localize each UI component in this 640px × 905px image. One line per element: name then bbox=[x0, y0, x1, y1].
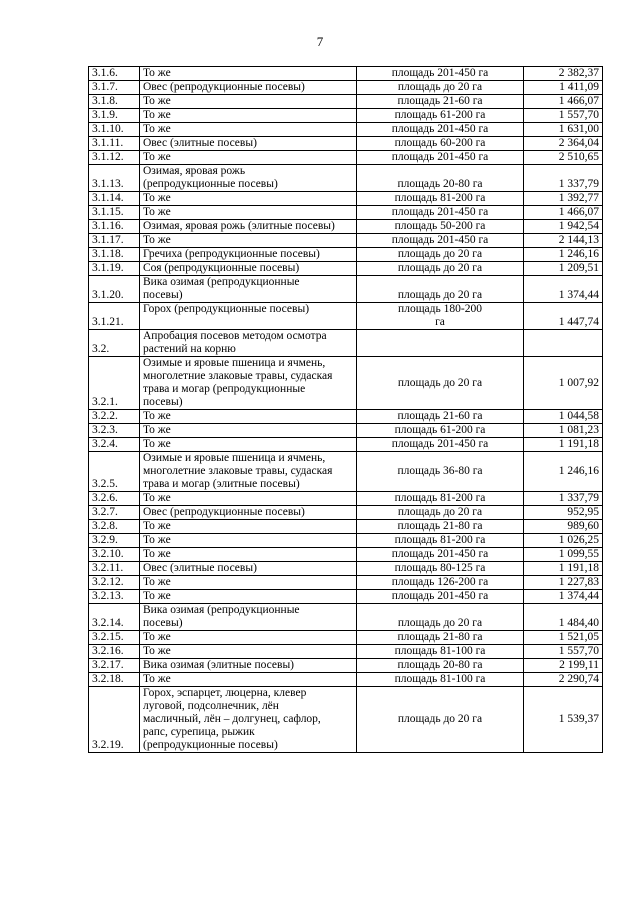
row-name-line: То же bbox=[143, 438, 171, 450]
row-number: 3.2.10. bbox=[89, 548, 140, 562]
row-area-line: площадь 81-200 га bbox=[394, 192, 486, 204]
row-name bbox=[140, 303, 357, 330]
row-name-line: (репродукционные посевы) bbox=[143, 739, 278, 751]
row-name bbox=[140, 357, 357, 410]
row-area-line: га bbox=[435, 316, 445, 328]
row-name-line: То же bbox=[143, 548, 171, 560]
row-number: 3.2.4. bbox=[89, 438, 140, 452]
row-area-line: площадь 81-200 га bbox=[394, 492, 486, 504]
table-row bbox=[89, 248, 603, 262]
row-name bbox=[140, 137, 357, 151]
row-area-line: площадь 201-450 га bbox=[391, 548, 489, 560]
table-row bbox=[89, 659, 603, 673]
row-name-line: Горох (репродукционные посевы) bbox=[143, 303, 310, 315]
row-price: 1 099,55 bbox=[524, 548, 603, 562]
row-area bbox=[357, 410, 524, 424]
row-name-line: растений на корню bbox=[143, 343, 236, 355]
table-row bbox=[89, 590, 603, 604]
row-name bbox=[140, 659, 357, 673]
row-area-line: площадь 50-200 га bbox=[394, 220, 486, 232]
row-price: 2 364,04 bbox=[524, 137, 603, 151]
table-row bbox=[89, 562, 603, 576]
row-price: 952,95 bbox=[524, 506, 603, 520]
row-area bbox=[357, 452, 524, 492]
row-price: 1 209,51 bbox=[524, 262, 603, 276]
row-name-line: Овес (репродукционные посевы) bbox=[143, 506, 305, 518]
row-area bbox=[357, 357, 524, 410]
row-name bbox=[140, 520, 357, 534]
row-price: 1 044,58 bbox=[524, 410, 603, 424]
row-area bbox=[357, 220, 524, 234]
row-area bbox=[357, 520, 524, 534]
row-area bbox=[357, 151, 524, 165]
row-price: 2 144,13 bbox=[524, 234, 603, 248]
row-price: 1 227,83 bbox=[524, 576, 603, 590]
row-number: 3.1.9. bbox=[89, 109, 140, 123]
row-area bbox=[357, 590, 524, 604]
row-name-line: То же bbox=[143, 206, 171, 218]
row-area-line: площадь 201-450 га bbox=[391, 123, 489, 135]
row-number: 3.1.15. bbox=[89, 206, 140, 220]
row-name-line: Гречиха (репродукционные посевы) bbox=[143, 248, 320, 260]
row-name-line: масличный, лён – долгунец, сафлор, bbox=[143, 713, 321, 725]
row-number: 3.1.16. bbox=[89, 220, 140, 234]
row-area-line: площадь до 20 га bbox=[397, 81, 483, 93]
row-area-line: площадь 201-450 га bbox=[391, 234, 489, 246]
row-number: 3.2.14. bbox=[89, 604, 140, 631]
row-area bbox=[357, 137, 524, 151]
row-price: 1 411,09 bbox=[524, 81, 603, 95]
row-area-line: площадь 126-200 га bbox=[391, 576, 489, 588]
row-number: 3.2.16. bbox=[89, 645, 140, 659]
row-name-line: Озимая, яровая рожь (элитные посевы) bbox=[143, 220, 335, 232]
row-name bbox=[140, 438, 357, 452]
row-name-line: луговой, подсолнечник, лён bbox=[143, 700, 279, 712]
row-name-line: Вика озимая (элитные посевы) bbox=[143, 659, 294, 671]
row-name-line: Озимые и яровые пшеница и ячмень, bbox=[143, 452, 326, 464]
row-name-line: То же bbox=[143, 631, 171, 643]
row-area-line: площадь 21-60 га bbox=[397, 410, 483, 422]
row-name-line: То же bbox=[143, 590, 171, 602]
table-row bbox=[89, 357, 603, 410]
row-name-line: трава и могар (элитные посевы) bbox=[143, 478, 300, 490]
table-row bbox=[89, 438, 603, 452]
table-row bbox=[89, 303, 603, 330]
row-number: 3.1.13. bbox=[89, 165, 140, 192]
tariff-table-body bbox=[89, 67, 603, 753]
row-area-line: площадь до 20 га bbox=[397, 248, 483, 260]
row-number: 3.2.6. bbox=[89, 492, 140, 506]
row-price: 1 026,25 bbox=[524, 534, 603, 548]
table-row bbox=[89, 220, 603, 234]
row-name-line: многолетние злаковые травы, судаская bbox=[143, 370, 333, 382]
row-name bbox=[140, 604, 357, 631]
row-number: 3.1.17. bbox=[89, 234, 140, 248]
row-area-line: площадь 201-450 га bbox=[391, 67, 489, 79]
row-number: 3.1.7. bbox=[89, 81, 140, 95]
row-area bbox=[357, 123, 524, 137]
row-name bbox=[140, 410, 357, 424]
table-row bbox=[89, 687, 603, 753]
row-area bbox=[357, 673, 524, 687]
row-price: 1 942,54 bbox=[524, 220, 603, 234]
row-area-line: площадь 201-450 га bbox=[391, 206, 489, 218]
row-area bbox=[357, 95, 524, 109]
table-row bbox=[89, 548, 603, 562]
table-row bbox=[89, 109, 603, 123]
row-price: 989,60 bbox=[524, 520, 603, 534]
row-area-line: площадь 36-80 га bbox=[397, 465, 483, 477]
row-name-line: Вика озимая (репродукционные bbox=[143, 604, 300, 616]
row-number: 3.1.19. bbox=[89, 262, 140, 276]
row-name-line: Озимые и яровые пшеница и ячмень, bbox=[143, 357, 326, 369]
row-name-line: То же bbox=[143, 576, 171, 588]
table-row bbox=[89, 206, 603, 220]
row-number: 3.1.20. bbox=[89, 276, 140, 303]
row-price: 1 447,74 bbox=[524, 303, 603, 330]
row-name bbox=[140, 631, 357, 645]
row-number: 3.1.14. bbox=[89, 192, 140, 206]
table-row bbox=[89, 604, 603, 631]
row-number: 3.2.11. bbox=[89, 562, 140, 576]
row-area bbox=[357, 548, 524, 562]
table-row bbox=[89, 673, 603, 687]
row-price: 1 466,07 bbox=[524, 95, 603, 109]
row-name bbox=[140, 534, 357, 548]
row-name-line: То же bbox=[143, 492, 171, 504]
row-price: 1 631,00 bbox=[524, 123, 603, 137]
row-name bbox=[140, 645, 357, 659]
row-name-line: Овес (элитные посевы) bbox=[143, 562, 257, 574]
row-area-line: площадь 60-200 га bbox=[394, 137, 486, 149]
row-name-line: посевы) bbox=[143, 289, 183, 301]
row-area bbox=[357, 631, 524, 645]
row-price: 1 337,79 bbox=[524, 165, 603, 192]
row-area bbox=[357, 576, 524, 590]
row-price: 1 374,44 bbox=[524, 590, 603, 604]
row-number: 3.1.12. bbox=[89, 151, 140, 165]
table-row bbox=[89, 81, 603, 95]
row-area-line: площадь 201-450 га bbox=[391, 151, 489, 163]
row-name bbox=[140, 248, 357, 262]
row-area-line: площадь до 20 га bbox=[397, 713, 483, 725]
row-name-line: рапс, сурепица, рыжик bbox=[143, 726, 255, 738]
row-price: 1 246,16 bbox=[524, 452, 603, 492]
table-row bbox=[89, 520, 603, 534]
row-number: 3.1.21. bbox=[89, 303, 140, 330]
row-number: 3.2.18. bbox=[89, 673, 140, 687]
row-name-line: (репродукционные посевы) bbox=[143, 178, 278, 190]
row-area bbox=[357, 303, 524, 330]
table-row bbox=[89, 234, 603, 248]
table-row bbox=[89, 645, 603, 659]
row-name-line: То же bbox=[143, 520, 171, 532]
row-area-line: площадь 61-200 га bbox=[394, 424, 486, 436]
row-name bbox=[140, 220, 357, 234]
row-number: 3.1.10. bbox=[89, 123, 140, 137]
row-name bbox=[140, 276, 357, 303]
row-area-line: площадь 20-80 га bbox=[397, 659, 483, 671]
table-row bbox=[89, 151, 603, 165]
row-number: 3.1.6. bbox=[89, 67, 140, 81]
row-name bbox=[140, 95, 357, 109]
row-area-line: площадь 81-100 га bbox=[394, 673, 486, 685]
row-price bbox=[524, 330, 603, 357]
table-row bbox=[89, 576, 603, 590]
row-number: 3.1.11. bbox=[89, 137, 140, 151]
row-number: 3.2.2. bbox=[89, 410, 140, 424]
row-price: 2 290,74 bbox=[524, 673, 603, 687]
row-name-line: Овес (элитные посевы) bbox=[143, 137, 257, 149]
row-number: 3.2.3. bbox=[89, 424, 140, 438]
row-price: 1 466,07 bbox=[524, 206, 603, 220]
row-area-line: площадь 61-200 га bbox=[394, 109, 486, 121]
row-name-line: То же bbox=[143, 123, 171, 135]
row-area bbox=[357, 604, 524, 631]
row-number: 3.2.15. bbox=[89, 631, 140, 645]
row-name bbox=[140, 165, 357, 192]
table-row bbox=[89, 67, 603, 81]
row-number: 3.1.18. bbox=[89, 248, 140, 262]
row-name-line: То же bbox=[143, 192, 171, 204]
table-row bbox=[89, 492, 603, 506]
row-name-line: То же bbox=[143, 109, 171, 121]
row-area bbox=[357, 192, 524, 206]
row-area bbox=[357, 562, 524, 576]
row-number: 3.2.12. bbox=[89, 576, 140, 590]
table-row bbox=[89, 452, 603, 492]
row-name-line: То же bbox=[143, 534, 171, 546]
row-area bbox=[357, 206, 524, 220]
row-number: 3.2.13. bbox=[89, 590, 140, 604]
row-name-line: трава и могар (репродукционные bbox=[143, 383, 306, 395]
row-name-line: То же bbox=[143, 673, 171, 685]
row-number: 3.2.17. bbox=[89, 659, 140, 673]
row-area-line: площадь 20-80 га bbox=[397, 178, 483, 190]
row-name-line: То же bbox=[143, 234, 171, 246]
table-row bbox=[89, 506, 603, 520]
row-name bbox=[140, 424, 357, 438]
row-area bbox=[357, 234, 524, 248]
row-price: 1 246,16 bbox=[524, 248, 603, 262]
row-price: 2 199,11 bbox=[524, 659, 603, 673]
row-area bbox=[357, 438, 524, 452]
row-name bbox=[140, 673, 357, 687]
row-name bbox=[140, 67, 357, 81]
row-area bbox=[357, 659, 524, 673]
row-name-line: То же bbox=[143, 410, 171, 422]
row-price: 1 539,37 bbox=[524, 687, 603, 753]
row-price: 2 382,37 bbox=[524, 67, 603, 81]
row-price: 1 484,40 bbox=[524, 604, 603, 631]
row-name-line: Овес (репродукционные посевы) bbox=[143, 81, 305, 93]
row-area-line: площадь 80-125 га bbox=[394, 562, 486, 574]
row-name bbox=[140, 151, 357, 165]
row-price: 2 510,65 bbox=[524, 151, 603, 165]
row-price: 1 557,70 bbox=[524, 109, 603, 123]
row-area-line: площадь 21-60 га bbox=[397, 95, 483, 107]
table-row bbox=[89, 137, 603, 151]
row-name bbox=[140, 81, 357, 95]
table-row bbox=[89, 424, 603, 438]
row-area-line: площадь 21-80 га bbox=[397, 631, 483, 643]
row-area bbox=[357, 262, 524, 276]
row-price: 1 374,44 bbox=[524, 276, 603, 303]
row-area-line: площадь до 20 га bbox=[397, 262, 483, 274]
row-name-line: Апробация посевов методом осмотра bbox=[143, 330, 327, 342]
row-area bbox=[357, 330, 524, 357]
row-area-line: площадь 201-450 га bbox=[391, 590, 489, 602]
row-name bbox=[140, 590, 357, 604]
table-row bbox=[89, 262, 603, 276]
row-name-line: Соя (репродукционные посевы) bbox=[143, 262, 300, 274]
row-number: 3.1.8. bbox=[89, 95, 140, 109]
row-price: 1 557,70 bbox=[524, 645, 603, 659]
row-name bbox=[140, 576, 357, 590]
row-name-line: То же bbox=[143, 67, 171, 79]
row-name bbox=[140, 687, 357, 753]
row-name bbox=[140, 192, 357, 206]
row-area bbox=[357, 165, 524, 192]
row-name bbox=[140, 548, 357, 562]
row-area-line: площадь до 20 га bbox=[397, 506, 483, 518]
row-area bbox=[357, 248, 524, 262]
row-area bbox=[357, 276, 524, 303]
row-name-line: То же bbox=[143, 151, 171, 163]
row-price: 1 191,18 bbox=[524, 438, 603, 452]
row-number: 3.2.19. bbox=[89, 687, 140, 753]
row-name-line: посевы) bbox=[143, 617, 183, 629]
table-row bbox=[89, 410, 603, 424]
row-area-line: площадь до 20 га bbox=[397, 617, 483, 629]
row-name-line: многолетние злаковые травы, судаская bbox=[143, 465, 333, 477]
table-row bbox=[89, 95, 603, 109]
row-area bbox=[357, 67, 524, 81]
row-name bbox=[140, 109, 357, 123]
row-area-line: площадь 180-200 bbox=[398, 303, 482, 315]
row-name-line: То же bbox=[143, 645, 171, 657]
row-area-line: площадь 81-100 га bbox=[394, 645, 486, 657]
row-name bbox=[140, 562, 357, 576]
row-name bbox=[140, 506, 357, 520]
table-row bbox=[89, 192, 603, 206]
row-area-line: площадь 21-80 га bbox=[397, 520, 483, 532]
row-number: 3.2.5. bbox=[89, 452, 140, 492]
tariff-table bbox=[88, 66, 603, 753]
row-name bbox=[140, 492, 357, 506]
row-area bbox=[357, 687, 524, 753]
row-area-line: площадь 81-200 га bbox=[394, 534, 486, 546]
row-area-line: площадь до 20 га bbox=[397, 376, 483, 389]
table-row bbox=[89, 631, 603, 645]
row-price: 1 007,92 bbox=[524, 357, 603, 410]
row-name-line: То же bbox=[143, 424, 171, 436]
row-area bbox=[357, 492, 524, 506]
row-area-line: площадь до 20 га bbox=[397, 289, 483, 301]
row-number: 3.2. bbox=[89, 330, 140, 357]
row-area bbox=[357, 534, 524, 548]
row-name bbox=[140, 262, 357, 276]
table-row bbox=[89, 165, 603, 192]
row-name bbox=[140, 330, 357, 357]
row-price: 1 337,79 bbox=[524, 492, 603, 506]
row-price: 1 392,77 bbox=[524, 192, 603, 206]
table-row bbox=[89, 330, 603, 357]
row-name-line: Горох, эспарцет, люцерна, клевер bbox=[143, 687, 307, 699]
row-area bbox=[357, 645, 524, 659]
row-price: 1 191,18 bbox=[524, 562, 603, 576]
row-area bbox=[357, 424, 524, 438]
table-row bbox=[89, 534, 603, 548]
row-name bbox=[140, 123, 357, 137]
row-name-line: То же bbox=[143, 95, 171, 107]
row-area bbox=[357, 506, 524, 520]
row-name-line: Вика озимая (репродукционные bbox=[143, 276, 300, 288]
row-number: 3.2.8. bbox=[89, 520, 140, 534]
page-number: 7 bbox=[316, 34, 324, 49]
row-name bbox=[140, 452, 357, 492]
table-row bbox=[89, 276, 603, 303]
table-row bbox=[89, 123, 603, 137]
row-number: 3.2.1. bbox=[89, 357, 140, 410]
row-name-line: Озимая, яровая рожь bbox=[143, 165, 246, 177]
row-area bbox=[357, 109, 524, 123]
row-name bbox=[140, 234, 357, 248]
row-price: 1 081,23 bbox=[524, 424, 603, 438]
row-area-line: площадь 201-450 га bbox=[391, 438, 489, 450]
row-name bbox=[140, 206, 357, 220]
row-number: 3.2.7. bbox=[89, 506, 140, 520]
row-price: 1 521,05 bbox=[524, 631, 603, 645]
row-area bbox=[357, 81, 524, 95]
row-number: 3.2.9. bbox=[89, 534, 140, 548]
row-name-line: посевы) bbox=[143, 396, 183, 408]
